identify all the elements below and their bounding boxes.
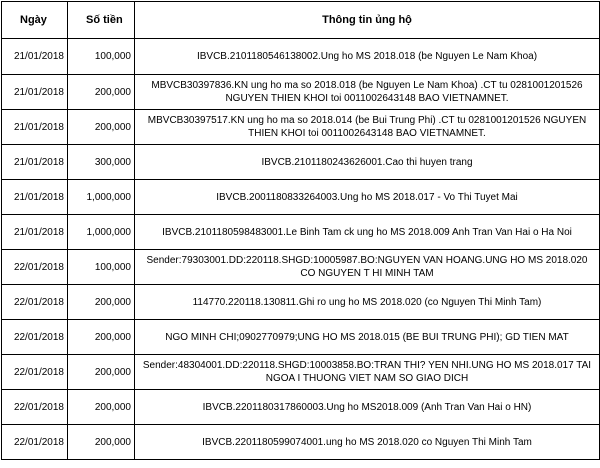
cell-date: 22/01/2018 bbox=[2, 425, 68, 460]
cell-info: IBVCB.2101180546138002.Ung ho MS 2018.018 (be Nguyen Le Nam Khoa) bbox=[135, 39, 600, 75]
cell-date: 21/01/2018 bbox=[2, 39, 68, 75]
cell-date: 22/01/2018 bbox=[2, 355, 68, 390]
cell-info: IBVCB.2101180243626001.Cao thi huyen trang bbox=[135, 145, 600, 180]
cell-info: Sender:48304001.DD:220118.SHGD:10003858.BO:TRAN THI? YEN NHI.UNG HO MS 2018.017 TAI NGOA I THUONG VIET NAM SO GIAO DICH bbox=[135, 355, 600, 390]
cell-date: 21/01/2018 bbox=[2, 110, 68, 145]
cell-info: 114770.220118.130811.Ghi ro ung ho MS 2018.020 (co Nguyen Thi Minh Tam) bbox=[135, 285, 600, 320]
table-row bbox=[2, 110, 600, 145]
cell-amount: 200,000 bbox=[68, 355, 135, 390]
cell-amount: 200,000 bbox=[68, 425, 135, 460]
cell-amount: 1,000,000 bbox=[68, 180, 135, 215]
cell-date: 22/01/2018 bbox=[2, 390, 68, 425]
table-row bbox=[2, 39, 600, 75]
cell-info: Sender:79303001.DD:220118.SHGD:10005987.BO:NGUYEN VAN HOANG.UNG HO MS 2018.020 CO NGUYEN T HI MINH TAM bbox=[135, 250, 600, 285]
header-amount: Số tiền bbox=[68, 2, 135, 39]
cell-info: MBVCB30397517.KN ung ho ma so 2018.014 (be Bui Trung Phi) .CT tu 0281001201526 NGUYEN THIEN KHOI toi 0011002643148 BAO VIETNAMNET. bbox=[135, 110, 600, 145]
cell-date: 21/01/2018 bbox=[2, 180, 68, 215]
cell-info: IBVCB.2101180598483001.Le Binh Tam ck ung ho MS 2018.009 Anh Tran Van Hai o Ha Noi bbox=[135, 215, 600, 250]
header-row bbox=[2, 2, 600, 39]
table-row bbox=[2, 320, 600, 355]
table-row bbox=[2, 75, 600, 110]
table-row bbox=[2, 390, 600, 425]
cell-info: NGO MINH CHI;0902770979;UNG HO MS 2018.015 (BE BUI TRUNG PHI); GD TIEN MAT bbox=[135, 320, 600, 355]
cell-amount: 300,000 bbox=[68, 145, 135, 180]
table-row bbox=[2, 180, 600, 215]
cell-info: IBVCB.2201180317860003.Ung ho MS2018.009 (Anh Tran Van Hai o HN) bbox=[135, 390, 600, 425]
cell-date: 21/01/2018 bbox=[2, 145, 68, 180]
cell-info: IBVCB.2201180599074001.ung ho MS 2018.020 co Nguyen Thi Minh Tam bbox=[135, 425, 600, 460]
cell-amount: 200,000 bbox=[68, 75, 135, 110]
table-row bbox=[2, 425, 600, 460]
cell-amount: 200,000 bbox=[68, 285, 135, 320]
table-row bbox=[2, 215, 600, 250]
cell-date: 21/01/2018 bbox=[2, 215, 68, 250]
cell-amount: 1,000,000 bbox=[68, 215, 135, 250]
cell-date: 22/01/2018 bbox=[2, 320, 68, 355]
table-row bbox=[2, 285, 600, 320]
cell-amount: 200,000 bbox=[68, 390, 135, 425]
donation-table bbox=[1, 1, 600, 460]
cell-date: 21/01/2018 bbox=[2, 75, 68, 110]
cell-amount: 200,000 bbox=[68, 110, 135, 145]
header-info: Thông tin ủng hộ bbox=[135, 2, 600, 39]
cell-amount: 200,000 bbox=[68, 320, 135, 355]
table-row bbox=[2, 355, 600, 390]
header-date: Ngày bbox=[2, 2, 68, 39]
cell-amount: 100,000 bbox=[68, 250, 135, 285]
cell-info: IBVCB.2001180833264003.Ung ho MS 2018.017 - Vo Thi Tuyet Mai bbox=[135, 180, 600, 215]
table-row bbox=[2, 145, 600, 180]
cell-date: 22/01/2018 bbox=[2, 250, 68, 285]
cell-amount: 100,000 bbox=[68, 39, 135, 75]
cell-date: 22/01/2018 bbox=[2, 285, 68, 320]
table-row bbox=[2, 250, 600, 285]
cell-info: MBVCB30397836.KN ung ho ma so 2018.018 (be Nguyen Le Nam Khoa) .CT tu 0281001201526 NGUYEN THIEN KHOI toi 0011002643148 BAO VIETNAMNET. bbox=[135, 75, 600, 110]
